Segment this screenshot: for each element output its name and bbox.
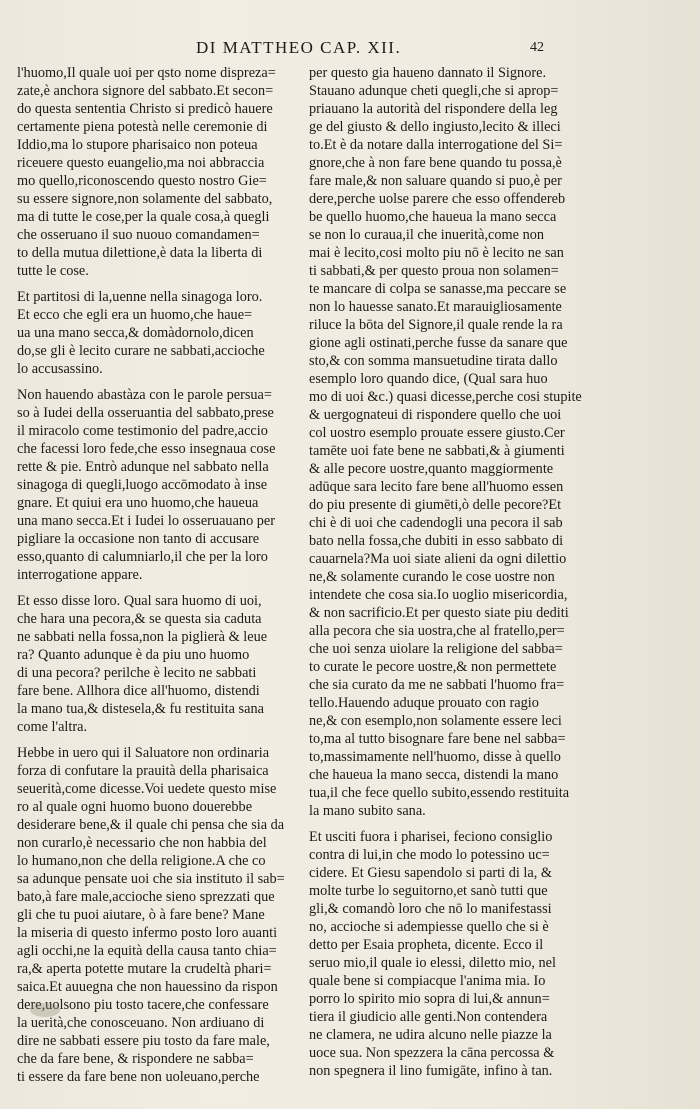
text-line: do,se gli è lecito curare ne sabbati,accioche	[17, 343, 265, 359]
text-line: tua,il che fece quello subito,essendo restituita	[309, 785, 570, 801]
left-text-column	[17, 64, 299, 1094]
text-line: Iddio,ma lo stupore pharisaico non poteua	[17, 137, 258, 153]
text-line: adūque sara lecito fare bene all'huomo essen	[309, 479, 564, 495]
text-line: to,massimamente nell'huomo, disse à quello	[309, 749, 561, 765]
text-line: gnare. Et quiui era uno huomo,che haueua	[17, 495, 259, 511]
text-line: intendete che cosa sia.Io uoglio misericordia,	[309, 587, 568, 603]
text-line: che osseruano il suo nuouo comandamen=	[17, 227, 260, 243]
text-line: forza di confutare la prauità della pharisaica	[17, 763, 269, 779]
text-line: se non lo curaua,il che inuerità,come non	[309, 227, 545, 243]
text-line: dere,uolsono piu tosto tacere,che confessare	[17, 997, 269, 1013]
text-line: saica.Et auuegna che non hauessino da rispon	[17, 979, 278, 995]
paragraph	[17, 592, 299, 736]
page-number: 42	[530, 40, 544, 55]
paragraph	[309, 64, 599, 820]
text-line: molte turbe lo seguitorno,et sanò tutti que	[309, 883, 548, 899]
text-line: dire ne sabbati essere piu tosto da fare male,	[17, 1033, 270, 1049]
text-line: che sia curato da me ne sabbati l'huomo fra=	[309, 677, 565, 693]
text-line: interrogatione appare.	[17, 567, 143, 583]
text-line: ra,& aperta potette mutare la crudeltà phari=	[17, 961, 272, 977]
text-line: seruo mio,il quale io elessi, diletto mio, nel	[309, 955, 556, 971]
paragraph	[17, 288, 299, 378]
text-line: tiera il giudicio alle genti.Non contendera	[309, 1009, 548, 1025]
text-line: di una pecora? perilche è lecito ne sabbati	[17, 665, 257, 681]
text-line: to,ma al tutto bisognare fare bene nel sabba=	[309, 731, 566, 747]
text-line: ne,& solamente curando le cose uostre non	[309, 569, 555, 585]
text-line: una mano secca.Et i Iudei lo osseruauano per	[17, 513, 276, 529]
text-line: fare male,& non saluare quando si puo,è per	[309, 173, 562, 189]
text-line: bato nella fossa,che dubiti in esso sabbato di	[309, 533, 564, 549]
paragraph	[309, 828, 599, 1080]
text-line: uoce sua. Non spezzera la cāna percossa &	[309, 1045, 555, 1061]
text-line: bato,à fare male,accioche sieno sprezzati que	[17, 889, 275, 905]
paragraph	[17, 64, 299, 280]
text-line: su essere signore,non solamente del sabbato,	[17, 191, 273, 207]
text-line: pigliare la occasione non tanto di accusare	[17, 531, 260, 547]
text-line: ne clamera, ne udira alcuno nelle piazze la	[309, 1027, 552, 1043]
text-line: col uostro esemplo prouate essere giusto.Cer	[309, 425, 565, 441]
paragraph	[17, 386, 299, 584]
text-line: che facessi loro fede,che esso insegnaua cose	[17, 441, 276, 457]
text-line: ne sabbati nella fossa,non la piglierà & leue	[17, 629, 268, 645]
text-line: ma di tutte le cose,per la quale cosa,à quegli	[17, 209, 270, 225]
text-line: & uergognateui di rispondere quello che uoi	[309, 407, 562, 423]
text-line: dere,perche uolse parere che esso offendereb	[309, 191, 566, 207]
text-line: Et esso disse loro. Qual sara huomo di uoi,	[17, 593, 262, 609]
text-line: ra? Quanto adunque è da piu uno huomo	[17, 647, 250, 663]
paragraph	[17, 744, 299, 1086]
text-line: to della mutua dilettione,è data la liberta di	[17, 245, 263, 261]
text-line: ro al quale ogni huomo buono douerebbe	[17, 799, 253, 815]
text-line: rette & pie. Entrò adunque nel sabbato nella	[17, 459, 269, 475]
text-line: gli,& comandò loro che nō lo manifestassi	[309, 901, 552, 917]
text-line: la miseria di questo infermo posto loro auanti	[17, 925, 278, 941]
text-line: & alle pecore uostre,quanto maggiormente	[309, 461, 554, 477]
text-line: so à Iudei della osseruantia del sabbato,prese	[17, 405, 274, 421]
text-line: chi è di uoi che cadendogli una pecora il sab	[309, 515, 563, 531]
text-line: be quello huomo,che haueua la mano secca	[309, 209, 557, 225]
text-line: non spegnera il lino fumigāte, infino à tan.	[309, 1063, 553, 1079]
text-line: fare bene. Allhora dice all'huomo, distendi	[17, 683, 260, 699]
text-line: desiderare bene,& il quale chi pensa che sia da	[17, 817, 285, 833]
text-line: Non hauendo abastàza con le parole persua=	[17, 387, 272, 403]
text-line: mo quello,riconoscendo questo nostro Gie=	[17, 173, 267, 189]
text-line: alla pecora che sia uostra,che al fratello,per=	[309, 623, 565, 639]
text-line: esemplo loro quando dice, (Qual sara huo	[309, 371, 548, 387]
text-line: l'huomo,Il quale uoi per qsto nome dispreza=	[17, 65, 276, 81]
text-line: gnore,che à non fare bene quando tu possa,è	[309, 155, 562, 171]
text-line: il miracolo come testimonio del padre,accio	[17, 423, 268, 439]
text-line: Et usciti fuora i pharisei, feciono consiglio	[309, 829, 553, 845]
text-line: Et partitosi di la,uenne nella sinagoga loro.	[17, 289, 263, 305]
text-line: priauano la autorità del rispondere della leg	[309, 101, 558, 117]
text-line: che uoi senza uiolare la religione del sabba=	[309, 641, 563, 657]
text-line: contra di lui,in che modo lo potessino uc=	[309, 847, 550, 863]
ink-smudge	[30, 1003, 60, 1017]
text-line: agli occhi,ne la equità della causa tanto chia=	[17, 943, 277, 959]
running-title: DI MATTHEO CAP. XII.	[196, 38, 402, 57]
text-line: no, accioche si adempiesse quello che si è	[309, 919, 549, 935]
text-line: tamēte uoi fate bene ne sabbati,& à giumenti	[309, 443, 565, 459]
text-line: gli che tu puoi aiutare, ò à fare bene? Mane	[17, 907, 265, 923]
text-line: tutte le cose.	[17, 263, 89, 279]
text-line: mo di uoi &c.) quasi dicesse,perche cosi stupite	[309, 389, 582, 405]
text-line: riceuere questo euangelio,ma noi abbraccia	[17, 155, 265, 171]
text-line: to curate le pecore uostre,& non permettete	[309, 659, 557, 675]
text-line: per questo gia haueno dannato il Signore.	[309, 65, 547, 81]
text-line: ua una mano secca,& domàdornolo,dicen	[17, 325, 254, 341]
text-line: Stauano adunque cheti quegli,che si aprop=	[309, 83, 559, 99]
text-line: cidere. Et Giesu sapendolo si parti di la, &	[309, 865, 552, 881]
text-line: esso,quanto di calumniarlo,il che per la loro	[17, 549, 268, 565]
text-line: sa adunque pensate uoi che sia instituto il sab=	[17, 871, 285, 887]
text-line: gione agli ostinati,perche fusse da sanare que	[309, 335, 568, 351]
text-line: cauarnela?Ma uoi siate alieni da ogni dilettio	[309, 551, 567, 567]
text-line: non curarlo,è necessario che non habbia del	[17, 835, 267, 851]
text-line: sto,& con somma mansuetudine tirata dallo	[309, 353, 558, 369]
text-line: ne,& con esemplo,non solamente essere leci	[309, 713, 562, 729]
right-text-column	[309, 64, 599, 1088]
text-line: & non sacrificio.Et per questo siate piu dediti	[309, 605, 569, 621]
text-line: la mano subito sana.	[309, 803, 426, 819]
text-line: Hebbe in uero qui il Saluatore non ordinaria	[17, 745, 270, 761]
text-line: te mancare di colpa se sanasse,ma peccare se	[309, 281, 567, 297]
text-line: seuerità,come dicesse.Voi uedete questo mise	[17, 781, 277, 797]
text-line: to.Et è da notare dalla interrogatione del Si=	[309, 137, 563, 153]
text-line: tello.Hauendo aduque prouato con ragio	[309, 695, 539, 711]
text-line: come l'altra.	[17, 719, 88, 735]
text-line: riluce la bōta del Signore,il quale rende la ra	[309, 317, 563, 333]
text-line: lo humano,non che della religione.A che co	[17, 853, 266, 869]
text-line: detto per Esaia propheta, dicente. Ecco il	[309, 937, 544, 953]
text-line: ge del giusto & dello ingiusto,lecito & illeci	[309, 119, 561, 135]
text-line: do questa sententia Christo si predicò hauere	[17, 101, 273, 117]
text-line: ti essere da fare bene non uoleuano,perche	[17, 1069, 260, 1085]
text-line: quale bene si compiacque l'anima mia. Io	[309, 973, 546, 989]
text-line: non lo hauesse sanato.Et marauigliosamente	[309, 299, 562, 315]
text-line: ti sabbati,& per questo proua non solamen=	[309, 263, 559, 279]
text-line: zate,è anchora signore del sabbato.Et secon=	[17, 83, 274, 99]
running-head	[0, 38, 700, 60]
text-line: sinagoga di quegli,luogo accōmodato à inse	[17, 477, 268, 493]
text-line: do piu presente di giumēti,ò delle pecore?Et	[309, 497, 562, 513]
text-line: la uerità,che conosceuano. Non ardiuano di	[17, 1015, 265, 1031]
text-line: mai è lecito,cosi molto piu nō è lecito ne san	[309, 245, 564, 261]
text-line: che da fare bene, & rispondere ne sabba=	[17, 1051, 254, 1067]
text-line: Et ecco che egli era un huomo,che haue=	[17, 307, 253, 323]
text-line: certamente piena potestà nelle ceremonie di	[17, 119, 268, 135]
text-line: porro lo spirito mio sopra di lui,& annun=	[309, 991, 550, 1007]
text-line: la mano tua,& distesela,& fu restituita sana	[17, 701, 264, 717]
text-line: che hara una pecora,& se questa sia caduta	[17, 611, 262, 627]
text-line: che haueua la mano secca, distendi la mano	[309, 767, 559, 783]
text-line: lo accusassino.	[17, 361, 103, 377]
